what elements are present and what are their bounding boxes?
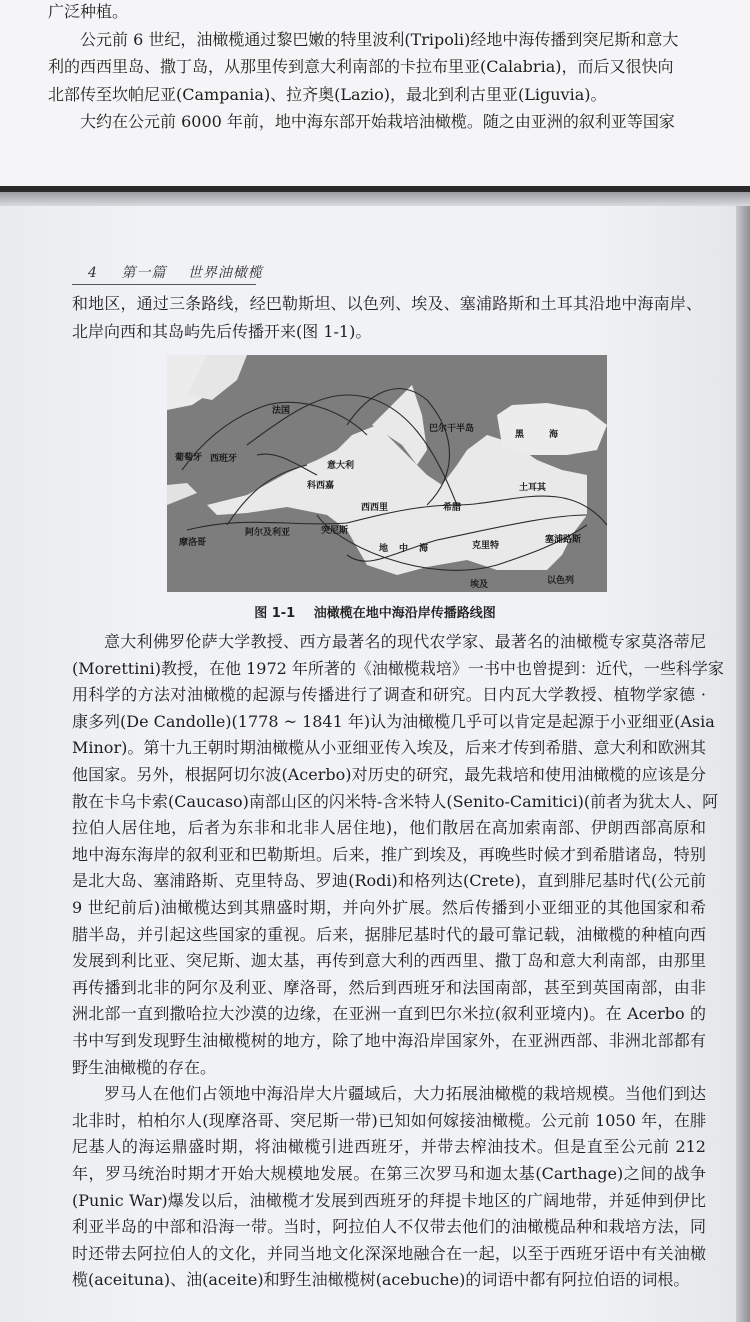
text-line: 散在卡乌卡索(Caucaso)南部山区的闪米特-含米特人(Senito-Camitici)(前者为犹太人、阿: [72, 791, 719, 811]
label-black-sea-1: 黑: [515, 430, 525, 440]
label-israel: 以色列: [547, 576, 575, 586]
label-france: 法国: [272, 406, 291, 416]
label-med-3: 海: [419, 544, 429, 554]
label-italy: 意大利: [327, 461, 355, 471]
text-line: 利的西西里岛、撒丁岛，从那里传到意大利南部的卡拉布里亚(Calabria)，而后又很快向: [48, 57, 674, 76]
text-line: 书中写到发现野生油橄榄树的地方，除了地中海沿岸国家外，在亚洲西部、非洲北部都有: [72, 1031, 706, 1050]
page-binding-edge: [736, 206, 750, 1322]
text-line: 他国家。另外，根据阿切尔波(Acerbo)对历史的研究，最先栽培和使用油橄榄的应该是分: [72, 765, 706, 784]
text-line: (Punic War)爆发以后，油橄榄才发展到西班牙的拜提卡地区的广阔地带，并延伸到伊比: [72, 1190, 706, 1210]
text-line: 年，罗马统治时期才开始大规模地发展。在第三次罗马和迦太基(Carthage)之间的战争: [72, 1164, 706, 1183]
text-line: 尼基人的海运鼎盛时期，将油橄榄引进西班牙，并带去榨油技术。但是直至公元前 212: [72, 1137, 706, 1157]
text-line: 北部传至坎帕尼亚(Campania)、拉齐奥(Lazio)，最北到利古里亚(Liguvia)。: [48, 84, 607, 104]
text-line: 腊半岛，并引起这些国家的重视。后来，据腓尼基时代的最可靠记载，油橄榄的种植向西: [72, 924, 706, 944]
header-rule: [72, 284, 256, 285]
label-crete: 克里特: [472, 541, 500, 551]
text-line: 榄(aceituna)、油(aceite)和野生油橄榄树(acebuche)的词语中都有阿拉伯语的词根。: [72, 1270, 690, 1290]
figure-number: 图 1-1: [254, 606, 296, 621]
text-line: 意大利佛罗伦萨大学教授、西方最著名的现代农学家、最著名的油橄榄专家莫洛蒂尼: [104, 632, 706, 651]
text-line: 拉伯人居住地，后者为东非和北非人居住地)，他们散居在高加索南部、伊朗西部高原和: [72, 818, 706, 838]
text-line: 大约在公元前 6000 年前，地中海东部开始栽培油橄榄。随之由亚洲的叙利亚等国家: [80, 112, 675, 131]
text-line: 地中海东海岸的叙利亚和巴勒斯坦。后来，推广到埃及，再晚些时候才到希腊诸岛，特别: [72, 844, 706, 864]
label-med-1: 地: [379, 544, 389, 554]
label-egypt: 埃及: [470, 580, 489, 590]
text-line: Minor)。第十九王朝时期油橄榄从小亚细亚传入埃及，后来才传到希腊、意大利和欧洲其: [72, 738, 706, 758]
label-portugal: 葡萄牙: [175, 453, 203, 463]
label-tunisia: 突尼斯: [321, 526, 349, 536]
text-line: 康多列(De Candolle)(1778 ~ 1841 年)认为油橄榄几乎可以肯定是起源于小亚细亚(Asia: [72, 711, 715, 731]
running-header: [88, 262, 263, 282]
text-line: 和地区，通过三条路线，经巴勒斯坦、以色列、埃及、塞浦路斯和土耳其沿地中海南岸、: [72, 294, 702, 313]
page-gap: [0, 192, 750, 206]
label-greece: 希腊: [443, 503, 462, 513]
label-morocco: 摩洛哥: [179, 538, 207, 548]
text-line: 时还带去阿拉伯人的文化，并同当地文化深深地融合在一起，以至于西班牙语中有关油橄: [72, 1243, 706, 1263]
part-title: 第一篇: [121, 265, 167, 281]
text-line: 9 世纪前后)油橄榄达到其鼎盛时期，并向外扩展。然后传播到小亚细亚的其他国家和希: [72, 898, 706, 917]
text-line: 北岸向西和其岛屿先后传播开来(图 1-1)。: [72, 322, 372, 341]
label-turkey: 土耳其: [519, 483, 547, 493]
figure-caption-text: 油橄榄在地中海沿岸传播路线图: [313, 606, 496, 621]
text-line: 广泛种植。: [48, 2, 129, 21]
text-line: 野生油橄榄的存在。: [72, 1057, 217, 1077]
label-algeria: 阿尔及利亚: [245, 528, 291, 538]
label-spain: 西班牙: [210, 454, 238, 464]
label-sicily: 西西里: [361, 503, 389, 513]
text-line: 罗马人在他们占领地中海沿岸大片疆域后，大力拓展油橄榄的栽培规模。当他们到达: [104, 1084, 706, 1104]
label-med-2: 中: [399, 544, 409, 554]
page-number: 4: [88, 265, 98, 281]
text-line: (Morettini)教授，在他 1972 年所著的《油橄榄栽培》一书中也曾提到：近代，一些科学家: [72, 658, 724, 678]
label-black-sea-2: 海: [549, 430, 559, 440]
label-cyprus: 塞浦路斯: [545, 535, 582, 545]
label-balkans: 巴尔干半岛: [429, 424, 475, 434]
book-title: 世界油橄榄: [187, 265, 263, 281]
label-corsica: 科西嘉: [307, 481, 335, 491]
text-line: 发展到利比亚、突尼斯、迦太基，再传到意大利的西西里、撒丁岛和意大利南部，由那里: [72, 951, 706, 971]
text-line: 公元前 6 世纪，油橄榄通过黎巴嫩的特里波利(Tripoli)经地中海传播到突尼斯和意大: [80, 29, 679, 49]
text-line: 是北大岛、塞浦路斯、克里特岛、罗迪(Rodi)和格列达(Crete)，直到腓尼基时代(公元前: [72, 871, 706, 891]
text-line: 北非时，柏柏尔人(现摩洛哥、突尼斯一带)已知如何嫁接油橄榄。公元前 1050 年，在腓: [72, 1110, 706, 1130]
text-line: 洲北部一直到撒哈拉大沙漠的边缘，在亚洲一直到巴尔米拉(叙利亚境内)。在 Acerbo 的: [72, 1004, 706, 1024]
text-line: 利亚半岛的中部和沿海一带。当时，阿拉伯人不仅带去他们的油橄榄品种和栽培方法，同: [72, 1217, 706, 1237]
mediterranean-map: [167, 355, 607, 592]
text-line: 再传播到北非的阿尔及利亚、摩洛哥，然后到西班牙和法国南部，甚至到英国南部，由非: [72, 977, 706, 997]
text-line: 用科学的方法对油橄榄的起源与传播进行了调查和研究。日内瓦大学教授、植物学家德 ·: [72, 685, 706, 705]
figure-caption: [0, 602, 750, 621]
